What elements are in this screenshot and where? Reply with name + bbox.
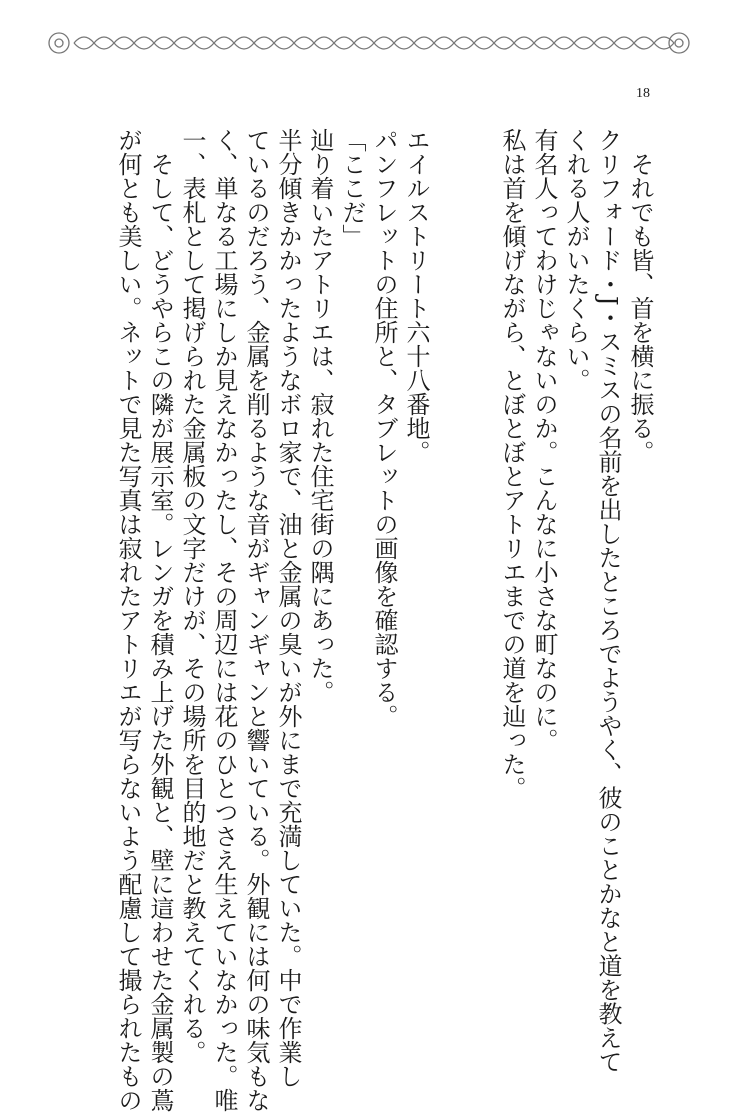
ornamental-border — [44, 28, 694, 58]
text-line: そして、どうやらこの隣が展示室。レンガを積み上げた外観と、壁に這わせた金属製の蔦 — [146, 152, 174, 1112]
text-line: クリフォード・J・スミスの名前を出したところでようやく、彼のことかなと道を教えて — [594, 128, 622, 1074]
text-line: 辿り着いたアトリエは、寂れた住宅街の隅にあった。 — [306, 128, 334, 704]
vertical-body-text — [76, 128, 656, 1112]
page-number: 18 — [636, 86, 650, 101]
text-line: パンフレットの住所と、タブレットの画像を確認する。 — [370, 128, 398, 728]
text-line: 「ここだ」 — [338, 128, 366, 248]
text-line: くれる人がいたくらい。 — [562, 128, 590, 392]
text-line: 有名人ってわけじゃないのか。こんなに小さな町なのに。 — [530, 128, 558, 752]
text-line: 半分傾きかかったようなボロ家で、油と金属の臭いが外にまで充満していた。中で作業し — [274, 128, 302, 1088]
blank-line — [464, 128, 496, 1008]
text-line: 一、表札として掲げられた金属板の文字だけが、その場所を目的地だと教えてくれる。 — [178, 128, 206, 1064]
text-line: ているのだろう、金属を削るような音がギャンギャンと響いている。外観には何の味気もな — [242, 128, 270, 1112]
gear-icon-left — [49, 33, 69, 53]
text-line: 私は首を傾げながら、とぼとぼとアトリエまでの道を辿った。 — [498, 128, 526, 800]
gear-icon-right — [669, 33, 689, 53]
text-line: それでも皆、首を横に振る。 — [626, 152, 654, 464]
text-line: く、単なる工場にしか見えなかったし、その周辺には花のひとつさえ生えていなかった。唯 — [210, 128, 238, 1112]
blank-line — [432, 128, 464, 1008]
text-line: エイルストリート六十八番地。 — [402, 128, 430, 464]
text-line: が何とも美しい。ネットで見た写真は寂れたアトリエが写らないよう配慮して撮られたもの — [114, 128, 142, 1112]
